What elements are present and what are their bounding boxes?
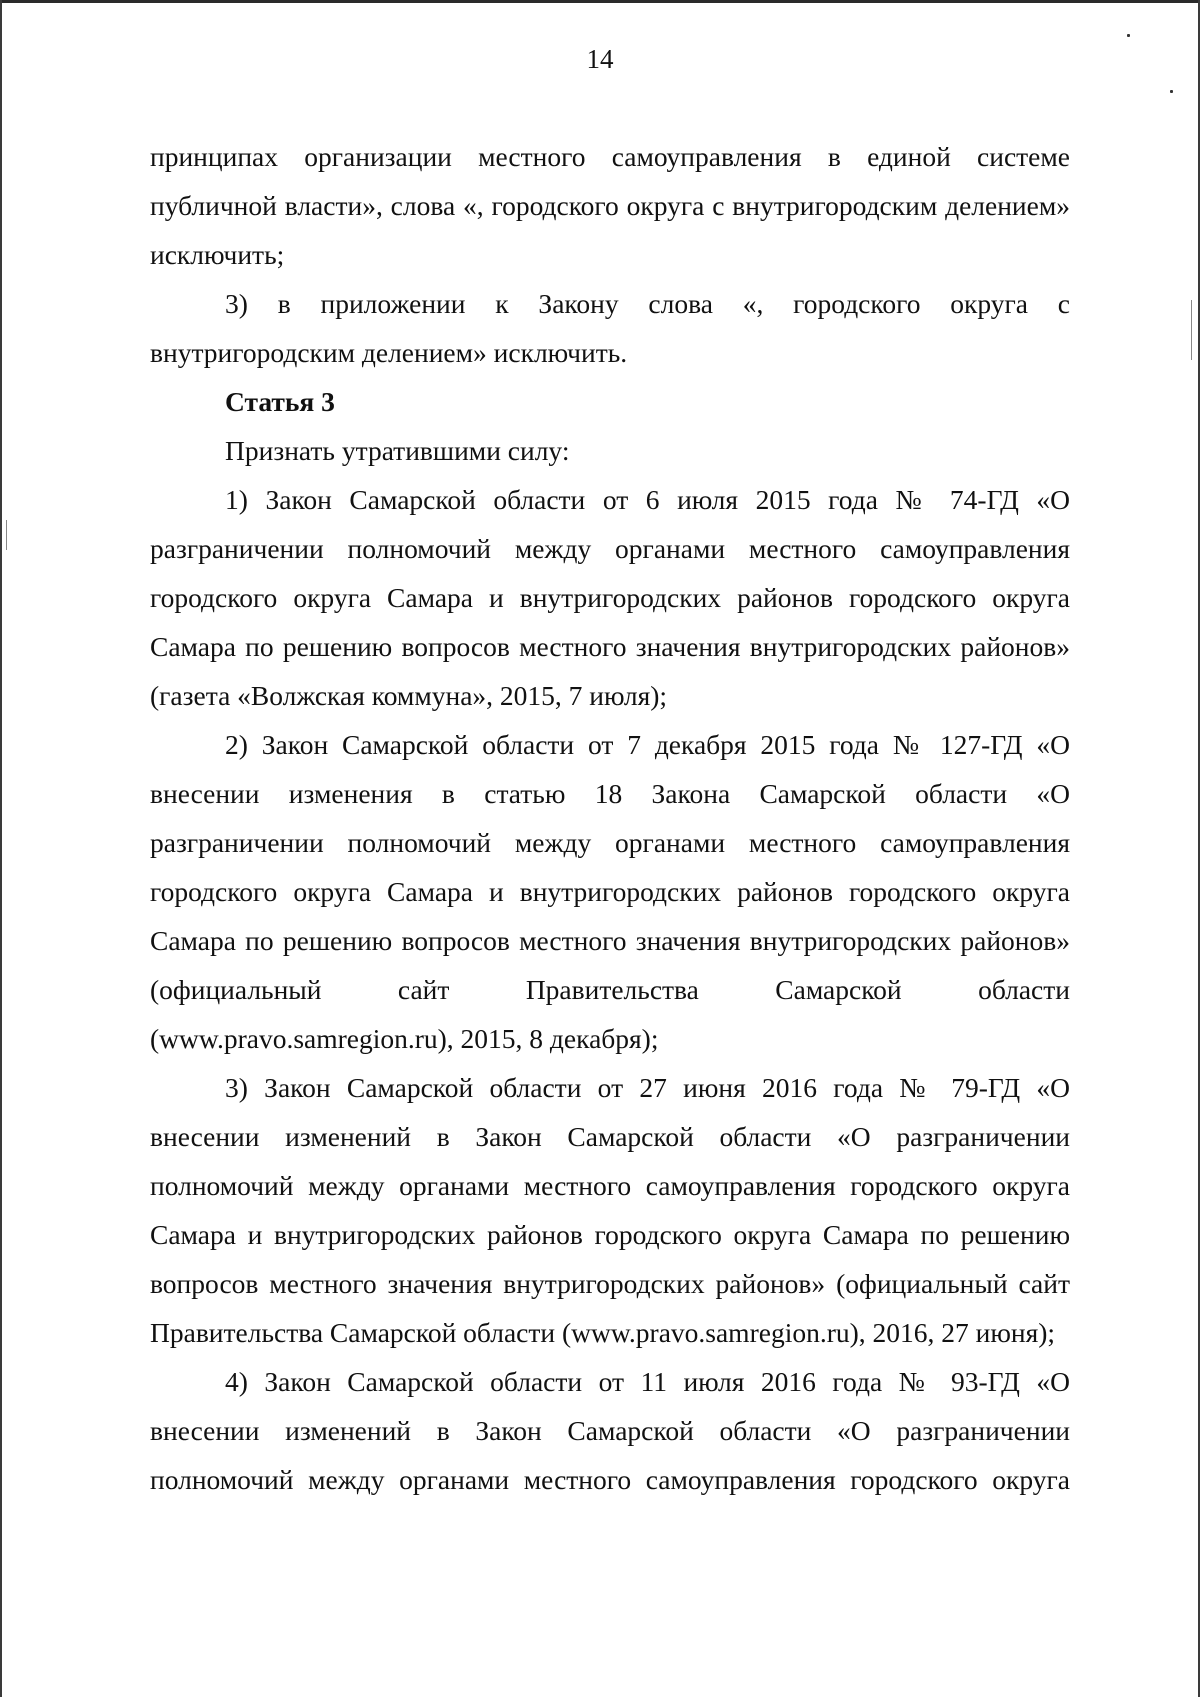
- scan-speck: [1170, 90, 1173, 93]
- scan-edge-left: [0, 0, 2, 1697]
- article-3-heading: Статья 3: [225, 386, 335, 417]
- paragraph-continuation: принципах организации местного самоуправления в единой системе публичной власти», слова «, городского округа с внутригородским делением» исключить;: [150, 141, 1070, 270]
- document-body: [150, 132, 1070, 1504]
- paragraph-item-3-appendix: 3) в приложении к Закону слова «, городского округа с внутригородским делением» исключить.: [150, 288, 1070, 368]
- page-number: 14: [586, 44, 614, 74]
- scan-edge-top: [0, 0, 1200, 3]
- scan-speck: [1127, 34, 1130, 37]
- paragraph-repeal-1: 1) Закон Самарской области от 6 июля 2015 года № 74-ГД «О разграничении полномочий между органами местного самоуправления городского округа Самара и внутригородских районов городского округа Самара по решению вопросов местного значения внутригородских районов» (газета «Волжская коммуна», 2015, 7 июля);: [150, 484, 1070, 711]
- paragraph-repeal-3: 3) Закон Самарской области от 27 июня 2016 года № 79-ГД «О внесении изменений в Закон Самарской области «О разграничении полномочий между органами местного самоуправления городского округа Самара и внутригородских районов городского округа Самара по решению вопросов местного значения внутригородских районов» (официальный сайт Правительства Самарской области (www.pravo.samregion.ru), 2016, 27 июня);: [150, 1072, 1070, 1348]
- paragraph-repeal-4: 4) Закон Самарской области от 11 июля 2016 года № 93-ГД «О внесении изменений в Закон Самарской области «О разграничении полномочий между органами местного самоуправления городского округа: [150, 1366, 1070, 1495]
- paragraph-repeal-2: 2) Закон Самарской области от 7 декабря 2015 года № 127-ГД «О внесении изменения в статью 18 Закона Самарской области «О разграничении полномочий между органами местного самоуправления городского округа Самара и внутригородских районов городского округа Самара по решению вопросов местного значения внутригородских районов» (официальный сайт Правительства Самарской области (www.pravo.samregion.ru), 2015, 8 декабря);: [150, 729, 1070, 1054]
- scan-margin-mark-left: [6, 520, 7, 550]
- paragraph-article-3-intro: Признать утратившими силу:: [225, 435, 570, 466]
- scan-margin-mark-right: [1191, 300, 1192, 360]
